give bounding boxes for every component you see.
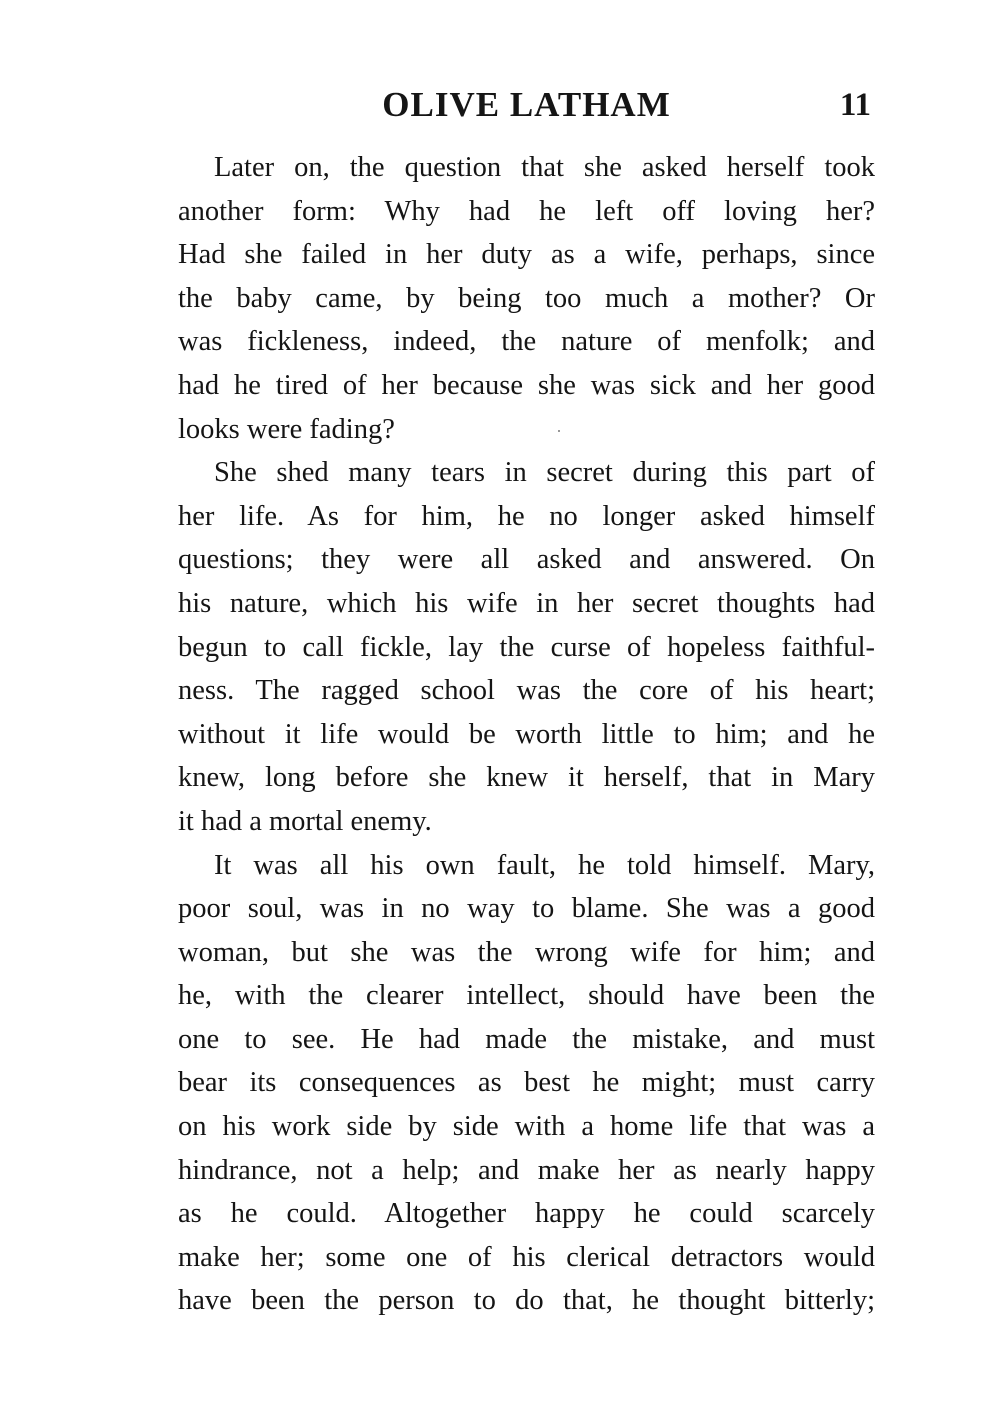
text-line: She shed many tears in secret during this part of [214, 457, 875, 489]
text-line: woman, but she was the wrong wife for him; and [178, 936, 875, 968]
text-line: have been the person to do that, he thought bitterly; [178, 1285, 875, 1317]
text-line: her life. As for him, he no longer asked himself [178, 500, 875, 532]
text-line: begun to call fickle, lay the curse of hopeless faithful- [178, 631, 875, 663]
text-line: on his work side by side with a home life that was a [178, 1111, 875, 1143]
text-line: his nature, which his wife in her secret thoughts had [178, 587, 875, 619]
text-line: was fickleness, indeed, the nature of menfolk; and [178, 326, 875, 358]
text-line: hindrance, not a help; and make her as nearly happy [178, 1154, 875, 1186]
text-line: he, with the clearer intellect, should have been the [178, 980, 875, 1012]
text-line: the baby came, by being too much a mother? Or [178, 282, 875, 314]
text-line: as he could. Altogether happy he could scarcely [178, 1198, 875, 1230]
text-line: Later on, the question that she asked herself took [214, 152, 875, 183]
running-title: OLIVE LATHAM [382, 85, 671, 124]
scan-speck [558, 430, 560, 432]
text-line: bear its consequences as best he might; must carry [178, 1067, 875, 1099]
text-line: without it life would be worth little to him; and he [178, 718, 875, 750]
text-line: knew, long before she knew it herself, that in Mary [178, 762, 875, 794]
text-line: had he tired of her because she was sick and her good [178, 369, 875, 401]
text-line: looks were fading? [178, 413, 395, 445]
text-line: ness. The ragged school was the core of his heart; [178, 675, 875, 707]
text-line: It was all his own fault, he told himself. Mary, [214, 849, 875, 881]
text-line: poor soul, was in no way to blame. She was a good [178, 893, 875, 925]
text-line: one to see. He had made the mistake, and must [178, 1023, 875, 1055]
running-head [178, 82, 875, 128]
text-line: another form: Why had he left off loving her? [178, 195, 875, 227]
text-line: it had a mortal enemy. [178, 805, 432, 837]
text-line: Had she failed in her duty as a wife, perhaps, since [178, 239, 875, 271]
page-number: 11 [839, 87, 871, 123]
text-line: questions; they were all asked and answered. On [178, 544, 875, 576]
text-line: make her; some one of his clerical detractors would [178, 1241, 875, 1273]
body-text [178, 146, 875, 1323]
